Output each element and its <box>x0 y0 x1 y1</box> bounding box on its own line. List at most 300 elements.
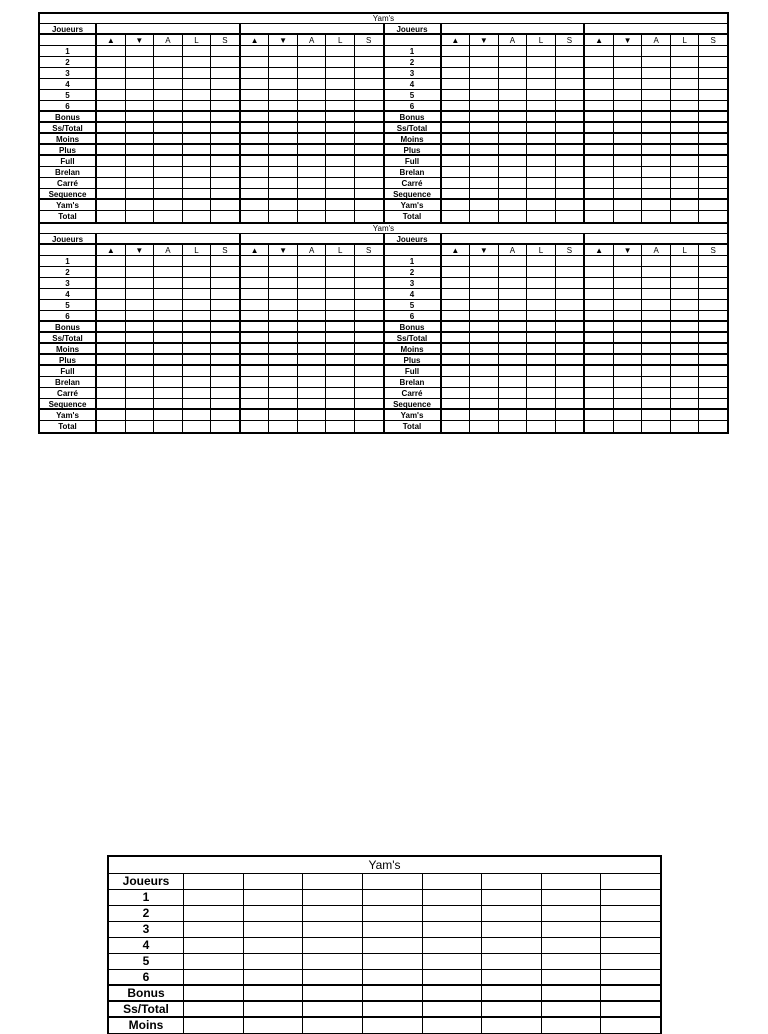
score-cell[interactable] <box>268 200 297 210</box>
score-cell[interactable] <box>585 123 613 132</box>
score-cell[interactable] <box>698 145 727 154</box>
score-cell[interactable] <box>182 101 211 110</box>
score-cell[interactable] <box>325 167 354 177</box>
score-cell[interactable] <box>268 156 297 166</box>
zoom-score-cell[interactable] <box>423 906 483 921</box>
score-cell[interactable] <box>641 101 670 110</box>
zoom-score-cell[interactable] <box>482 1002 542 1016</box>
score-cell[interactable] <box>526 300 555 310</box>
score-cell[interactable] <box>498 79 527 89</box>
score-cell[interactable] <box>210 156 239 166</box>
score-cell[interactable] <box>585 410 613 420</box>
score-cell[interactable] <box>210 300 239 310</box>
score-cell[interactable] <box>498 134 527 143</box>
score-cell[interactable] <box>325 156 354 166</box>
score-cell[interactable] <box>613 79 642 89</box>
zoom-score-cell[interactable] <box>244 890 304 905</box>
score-cell[interactable] <box>297 178 326 188</box>
score-cell[interactable] <box>153 256 182 266</box>
score-cell[interactable] <box>354 46 383 56</box>
score-cell[interactable] <box>97 267 125 277</box>
score-cell[interactable] <box>670 68 699 78</box>
score-cell[interactable] <box>182 68 211 78</box>
score-cell[interactable] <box>698 256 727 266</box>
score-cell[interactable] <box>526 278 555 288</box>
score-cell[interactable] <box>526 388 555 398</box>
score-cell[interactable] <box>325 145 354 154</box>
score-cell[interactable] <box>698 211 727 222</box>
score-cell[interactable] <box>354 211 383 222</box>
score-cell[interactable] <box>498 101 527 110</box>
score-cell[interactable] <box>297 278 326 288</box>
score-cell[interactable] <box>97 410 125 420</box>
score-cell[interactable] <box>498 377 527 387</box>
score-cell[interactable] <box>125 278 154 288</box>
score-cell[interactable] <box>670 101 699 110</box>
score-cell[interactable] <box>555 388 584 398</box>
score-cell[interactable] <box>613 211 642 222</box>
score-cell[interactable] <box>698 156 727 166</box>
score-cell[interactable] <box>325 178 354 188</box>
player-name-cell[interactable] <box>241 24 383 35</box>
score-cell[interactable] <box>670 145 699 154</box>
score-cell[interactable] <box>442 178 470 188</box>
score-cell[interactable] <box>498 421 527 432</box>
score-cell[interactable] <box>613 278 642 288</box>
score-cell[interactable] <box>354 377 383 387</box>
zoom-score-cell[interactable] <box>184 970 244 984</box>
zoom-score-cell[interactable] <box>423 986 483 1000</box>
score-cell[interactable] <box>526 344 555 353</box>
score-cell[interactable] <box>125 399 154 408</box>
score-cell[interactable] <box>555 399 584 408</box>
zoom-score-cell[interactable] <box>363 1002 423 1016</box>
score-cell[interactable] <box>354 322 383 331</box>
score-cell[interactable] <box>153 421 182 432</box>
zoom-score-cell[interactable] <box>542 954 602 969</box>
score-cell[interactable] <box>182 134 211 143</box>
score-cell[interactable] <box>97 112 125 121</box>
score-cell[interactable] <box>354 399 383 408</box>
zoom-player-name-cell[interactable] <box>303 874 363 889</box>
score-cell[interactable] <box>670 167 699 177</box>
score-cell[interactable] <box>469 46 498 56</box>
score-cell[interactable] <box>268 256 297 266</box>
score-cell[interactable] <box>153 278 182 288</box>
score-cell[interactable] <box>469 311 498 320</box>
score-cell[interactable] <box>526 267 555 277</box>
score-cell[interactable] <box>125 189 154 198</box>
score-cell[interactable] <box>354 300 383 310</box>
zoom-score-cell[interactable] <box>303 890 363 905</box>
score-cell[interactable] <box>325 355 354 364</box>
score-cell[interactable] <box>585 278 613 288</box>
score-cell[interactable] <box>698 79 727 89</box>
score-cell[interactable] <box>325 211 354 222</box>
score-cell[interactable] <box>297 46 326 56</box>
score-cell[interactable] <box>153 46 182 56</box>
score-cell[interactable] <box>97 344 125 353</box>
score-cell[interactable] <box>210 311 239 320</box>
zoom-score-cell[interactable] <box>423 922 483 937</box>
score-cell[interactable] <box>698 46 727 56</box>
zoom-score-cell[interactable] <box>601 970 660 984</box>
zoom-score-cell[interactable] <box>601 922 660 937</box>
score-cell[interactable] <box>182 156 211 166</box>
score-cell[interactable] <box>670 79 699 89</box>
score-cell[interactable] <box>354 178 383 188</box>
score-cell[interactable] <box>670 90 699 100</box>
zoom-score-cell[interactable] <box>363 938 423 953</box>
score-cell[interactable] <box>526 112 555 121</box>
zoom-score-cell[interactable] <box>244 922 304 937</box>
score-cell[interactable] <box>555 377 584 387</box>
score-cell[interactable] <box>585 211 613 222</box>
score-cell[interactable] <box>297 399 326 408</box>
score-cell[interactable] <box>97 57 125 67</box>
zoom-score-cell[interactable] <box>601 938 660 953</box>
score-cell[interactable] <box>526 189 555 198</box>
score-cell[interactable] <box>297 355 326 364</box>
score-cell[interactable] <box>641 377 670 387</box>
score-cell[interactable] <box>469 178 498 188</box>
score-cell[interactable] <box>555 57 584 67</box>
score-cell[interactable] <box>97 355 125 364</box>
score-cell[interactable] <box>641 300 670 310</box>
score-cell[interactable] <box>182 123 211 132</box>
score-cell[interactable] <box>670 156 699 166</box>
score-cell[interactable] <box>555 278 584 288</box>
score-cell[interactable] <box>241 344 269 353</box>
score-cell[interactable] <box>555 156 584 166</box>
score-cell[interactable] <box>241 256 269 266</box>
score-cell[interactable] <box>641 366 670 376</box>
score-cell[interactable] <box>698 57 727 67</box>
zoom-score-cell[interactable] <box>482 986 542 1000</box>
score-cell[interactable] <box>469 410 498 420</box>
zoom-score-cell[interactable] <box>303 938 363 953</box>
score-cell[interactable] <box>97 211 125 222</box>
score-cell[interactable] <box>555 322 584 331</box>
score-cell[interactable] <box>182 410 211 420</box>
zoom-score-cell[interactable] <box>601 1018 660 1033</box>
score-cell[interactable] <box>325 388 354 398</box>
score-cell[interactable] <box>526 333 555 342</box>
score-cell[interactable] <box>268 333 297 342</box>
score-cell[interactable] <box>241 322 269 331</box>
score-cell[interactable] <box>498 289 527 299</box>
score-cell[interactable] <box>241 123 269 132</box>
score-cell[interactable] <box>526 145 555 154</box>
score-cell[interactable] <box>469 377 498 387</box>
score-cell[interactable] <box>526 377 555 387</box>
score-cell[interactable] <box>297 267 326 277</box>
score-cell[interactable] <box>241 101 269 110</box>
score-cell[interactable] <box>613 333 642 342</box>
score-cell[interactable] <box>354 200 383 210</box>
score-cell[interactable] <box>555 355 584 364</box>
score-cell[interactable] <box>526 355 555 364</box>
score-cell[interactable] <box>442 90 470 100</box>
zoom-score-cell[interactable] <box>303 906 363 921</box>
score-cell[interactable] <box>641 289 670 299</box>
score-cell[interactable] <box>325 366 354 376</box>
score-cell[interactable] <box>325 200 354 210</box>
score-cell[interactable] <box>125 366 154 376</box>
score-cell[interactable] <box>555 211 584 222</box>
score-cell[interactable] <box>241 57 269 67</box>
score-cell[interactable] <box>698 322 727 331</box>
score-cell[interactable] <box>498 333 527 342</box>
score-cell[interactable] <box>210 267 239 277</box>
score-cell[interactable] <box>354 134 383 143</box>
player-name-cell[interactable] <box>585 24 727 35</box>
score-cell[interactable] <box>241 79 269 89</box>
score-cell[interactable] <box>297 388 326 398</box>
score-cell[interactable] <box>182 278 211 288</box>
score-cell[interactable] <box>469 366 498 376</box>
score-cell[interactable] <box>125 311 154 320</box>
zoom-score-cell[interactable] <box>542 906 602 921</box>
score-cell[interactable] <box>241 145 269 154</box>
score-cell[interactable] <box>670 410 699 420</box>
score-cell[interactable] <box>297 333 326 342</box>
zoom-score-cell[interactable] <box>482 890 542 905</box>
score-cell[interactable] <box>325 410 354 420</box>
score-cell[interactable] <box>526 79 555 89</box>
zoom-score-cell[interactable] <box>601 954 660 969</box>
score-cell[interactable] <box>354 145 383 154</box>
score-cell[interactable] <box>613 200 642 210</box>
score-cell[interactable] <box>210 388 239 398</box>
score-cell[interactable] <box>670 421 699 432</box>
score-cell[interactable] <box>469 421 498 432</box>
score-cell[interactable] <box>125 134 154 143</box>
score-cell[interactable] <box>698 278 727 288</box>
score-cell[interactable] <box>153 366 182 376</box>
score-cell[interactable] <box>555 145 584 154</box>
score-cell[interactable] <box>498 399 527 408</box>
score-cell[interactable] <box>241 278 269 288</box>
score-cell[interactable] <box>585 256 613 266</box>
score-cell[interactable] <box>268 278 297 288</box>
score-cell[interactable] <box>354 101 383 110</box>
score-cell[interactable] <box>641 79 670 89</box>
zoom-score-cell[interactable] <box>244 906 304 921</box>
score-cell[interactable] <box>498 388 527 398</box>
score-cell[interactable] <box>555 421 584 432</box>
score-cell[interactable] <box>641 256 670 266</box>
score-cell[interactable] <box>268 300 297 310</box>
score-cell[interactable] <box>613 410 642 420</box>
score-cell[interactable] <box>670 333 699 342</box>
score-cell[interactable] <box>698 167 727 177</box>
score-cell[interactable] <box>241 90 269 100</box>
score-cell[interactable] <box>354 267 383 277</box>
score-cell[interactable] <box>182 57 211 67</box>
score-cell[interactable] <box>153 145 182 154</box>
score-cell[interactable] <box>469 189 498 198</box>
score-cell[interactable] <box>182 289 211 299</box>
score-cell[interactable] <box>268 79 297 89</box>
score-cell[interactable] <box>585 388 613 398</box>
score-cell[interactable] <box>670 256 699 266</box>
score-cell[interactable] <box>498 200 527 210</box>
score-cell[interactable] <box>325 134 354 143</box>
score-cell[interactable] <box>555 366 584 376</box>
score-cell[interactable] <box>210 101 239 110</box>
score-cell[interactable] <box>641 200 670 210</box>
score-cell[interactable] <box>153 90 182 100</box>
score-cell[interactable] <box>97 289 125 299</box>
zoom-player-name-cell[interactable] <box>482 874 542 889</box>
score-cell[interactable] <box>526 156 555 166</box>
score-cell[interactable] <box>210 79 239 89</box>
score-cell[interactable] <box>442 101 470 110</box>
score-cell[interactable] <box>641 189 670 198</box>
score-cell[interactable] <box>182 300 211 310</box>
score-cell[interactable] <box>698 267 727 277</box>
score-cell[interactable] <box>698 399 727 408</box>
zoom-score-cell[interactable] <box>184 906 244 921</box>
score-cell[interactable] <box>153 156 182 166</box>
score-cell[interactable] <box>585 189 613 198</box>
score-cell[interactable] <box>354 112 383 121</box>
zoom-score-cell[interactable] <box>363 922 423 937</box>
score-cell[interactable] <box>469 322 498 331</box>
score-cell[interactable] <box>297 134 326 143</box>
zoom-score-cell[interactable] <box>303 954 363 969</box>
score-cell[interactable] <box>498 68 527 78</box>
score-cell[interactable] <box>526 211 555 222</box>
score-cell[interactable] <box>210 256 239 266</box>
score-cell[interactable] <box>182 344 211 353</box>
score-cell[interactable] <box>641 311 670 320</box>
score-cell[interactable] <box>613 366 642 376</box>
player-name-cell[interactable] <box>241 234 383 245</box>
score-cell[interactable] <box>498 267 527 277</box>
score-cell[interactable] <box>268 388 297 398</box>
score-cell[interactable] <box>241 311 269 320</box>
score-cell[interactable] <box>325 256 354 266</box>
score-cell[interactable] <box>297 377 326 387</box>
zoom-score-cell[interactable] <box>542 986 602 1000</box>
score-cell[interactable] <box>354 167 383 177</box>
score-cell[interactable] <box>125 46 154 56</box>
zoom-score-cell[interactable] <box>184 922 244 937</box>
score-cell[interactable] <box>469 90 498 100</box>
score-cell[interactable] <box>268 322 297 331</box>
score-cell[interactable] <box>469 57 498 67</box>
score-cell[interactable] <box>325 421 354 432</box>
score-cell[interactable] <box>210 189 239 198</box>
score-cell[interactable] <box>555 189 584 198</box>
score-cell[interactable] <box>585 333 613 342</box>
score-cell[interactable] <box>469 101 498 110</box>
score-cell[interactable] <box>354 355 383 364</box>
score-cell[interactable] <box>354 156 383 166</box>
score-cell[interactable] <box>153 267 182 277</box>
zoom-player-name-cell[interactable] <box>601 874 660 889</box>
zoom-score-cell[interactable] <box>601 906 660 921</box>
score-cell[interactable] <box>498 322 527 331</box>
score-cell[interactable] <box>241 200 269 210</box>
score-cell[interactable] <box>125 145 154 154</box>
score-cell[interactable] <box>498 256 527 266</box>
score-cell[interactable] <box>498 112 527 121</box>
score-cell[interactable] <box>526 366 555 376</box>
score-cell[interactable] <box>153 68 182 78</box>
score-cell[interactable] <box>698 289 727 299</box>
score-cell[interactable] <box>469 156 498 166</box>
zoom-score-cell[interactable] <box>244 1018 304 1033</box>
score-cell[interactable] <box>125 344 154 353</box>
score-cell[interactable] <box>210 211 239 222</box>
score-cell[interactable] <box>182 189 211 198</box>
score-cell[interactable] <box>526 178 555 188</box>
score-cell[interactable] <box>210 167 239 177</box>
score-cell[interactable] <box>97 278 125 288</box>
score-cell[interactable] <box>268 410 297 420</box>
score-cell[interactable] <box>613 46 642 56</box>
score-cell[interactable] <box>698 333 727 342</box>
zoom-score-cell[interactable] <box>601 986 660 1000</box>
score-cell[interactable] <box>241 410 269 420</box>
score-cell[interactable] <box>613 388 642 398</box>
score-cell[interactable] <box>442 311 470 320</box>
score-cell[interactable] <box>125 101 154 110</box>
zoom-score-cell[interactable] <box>184 890 244 905</box>
score-cell[interactable] <box>670 211 699 222</box>
score-cell[interactable] <box>641 90 670 100</box>
score-cell[interactable] <box>585 156 613 166</box>
score-cell[interactable] <box>241 178 269 188</box>
score-cell[interactable] <box>210 68 239 78</box>
score-cell[interactable] <box>469 145 498 154</box>
score-cell[interactable] <box>670 267 699 277</box>
score-cell[interactable] <box>97 101 125 110</box>
score-cell[interactable] <box>585 90 613 100</box>
zoom-score-cell[interactable] <box>303 986 363 1000</box>
score-cell[interactable] <box>555 256 584 266</box>
score-cell[interactable] <box>325 57 354 67</box>
score-cell[interactable] <box>613 289 642 299</box>
score-cell[interactable] <box>641 410 670 420</box>
score-cell[interactable] <box>555 79 584 89</box>
score-cell[interactable] <box>526 200 555 210</box>
score-cell[interactable] <box>613 322 642 331</box>
score-cell[interactable] <box>268 101 297 110</box>
score-cell[interactable] <box>442 145 470 154</box>
score-cell[interactable] <box>354 90 383 100</box>
score-cell[interactable] <box>670 300 699 310</box>
score-cell[interactable] <box>325 278 354 288</box>
score-cell[interactable] <box>526 167 555 177</box>
zoom-score-cell[interactable] <box>542 970 602 984</box>
score-cell[interactable] <box>325 322 354 331</box>
score-cell[interactable] <box>698 421 727 432</box>
score-cell[interactable] <box>442 421 470 432</box>
score-cell[interactable] <box>210 278 239 288</box>
score-cell[interactable] <box>585 267 613 277</box>
score-cell[interactable] <box>469 289 498 299</box>
score-cell[interactable] <box>526 421 555 432</box>
score-cell[interactable] <box>125 156 154 166</box>
score-cell[interactable] <box>442 278 470 288</box>
score-cell[interactable] <box>354 421 383 432</box>
score-cell[interactable] <box>153 79 182 89</box>
zoom-score-cell[interactable] <box>244 1002 304 1016</box>
